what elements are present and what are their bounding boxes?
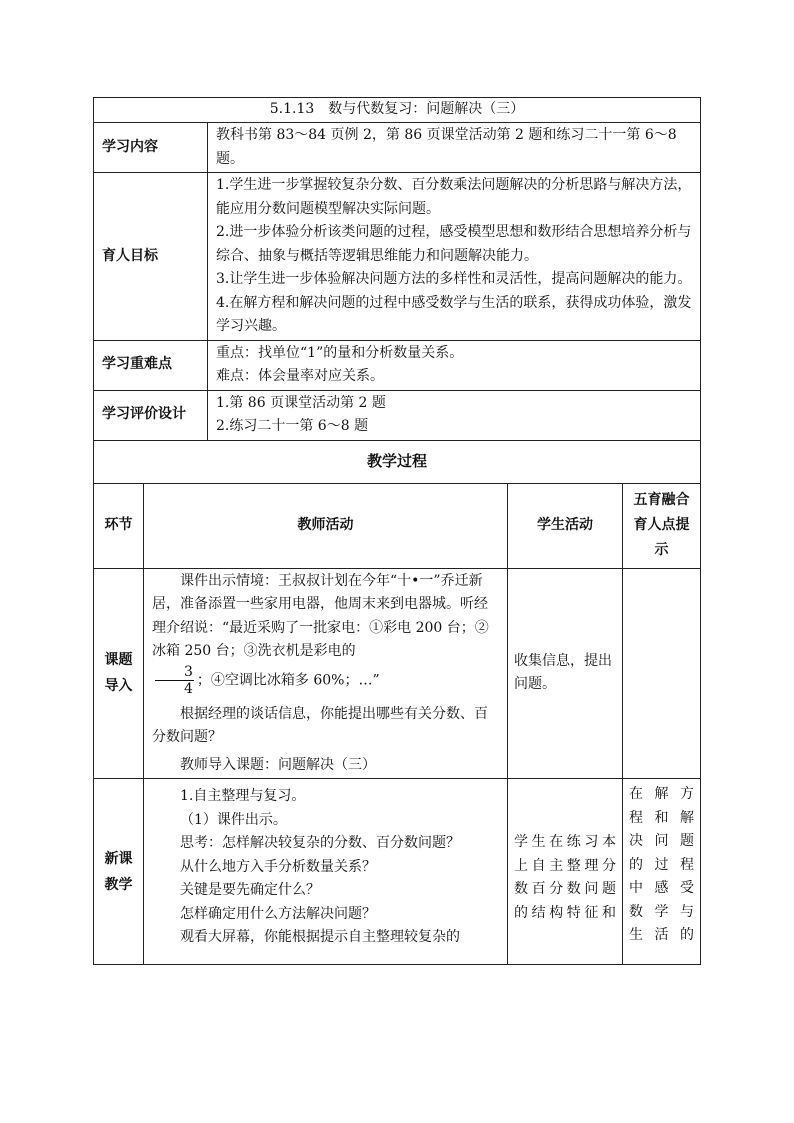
evaluation-item: 2.练习二十一第 6～8 题 [216, 418, 369, 434]
key-point: 重点：找单位“1”的量和分析数量关系。 [216, 344, 464, 361]
teacher-activity-new [144, 779, 508, 965]
teacher-line: 思考：怎样解决较复杂的分数、百分数问题？ [180, 835, 460, 851]
content-row [94, 123, 701, 173]
goal-item: 2.进一步体验分析该类问题的过程，感受模型思想和数形结合思想培养分析与综合、抽象与概括等逻辑思维能力和问题解决能力。 [216, 224, 692, 264]
fraction: $\frac{3}{4}$ [155, 664, 194, 697]
teacher-activity-intro [144, 568, 508, 779]
goal-item: 3.让学生进一步体验解决问题方法的多样性和灵活性，提高问题解决的能力。 [216, 271, 692, 287]
stage-new-lesson: 新课教学 [94, 779, 144, 965]
process-heading: 教学过程 [94, 440, 701, 483]
content-label: 学习内容 [94, 123, 208, 173]
hint-line: 数学与 [629, 903, 695, 920]
student-line: 的结构特征和 [514, 904, 616, 921]
evaluation-label: 学习评价设计 [94, 390, 208, 440]
student-line: 数百分数问题 [514, 881, 616, 897]
hint-line: 程和解 [629, 809, 695, 826]
process-header-row [94, 483, 701, 568]
teacher-line: 怎样确定用什么方法解决问题？ [180, 905, 376, 922]
hint-intro [623, 568, 701, 779]
hint-line: 在解方 [629, 786, 695, 802]
key-points-row [94, 340, 701, 390]
evaluation-text [208, 390, 701, 440]
title-row [94, 98, 701, 123]
key-points-text [208, 340, 701, 390]
evaluation-item: 1.第 86 页课堂活动第 2 题 [216, 394, 386, 411]
goal-item: 4.在解方程和解决问题的过程中感受数学与生活的联系，获得成功体验，激发学习兴趣。 [216, 294, 692, 334]
intro-row [94, 568, 701, 779]
teacher-line: 1.自主整理与复习。 [180, 788, 306, 804]
teacher-paragraph: 课件出示情境：王叔叔计划在今年“十•一”乔迁新居，准备添置一些家用电器，他周末来到电器城。听经理介绍说：“最近采购了一批家电：①彩电 200 台；②冰箱 250 台；③洗衣机是彩电的 $\frac{3}{4}$ ；④空调比冰箱多 60%；…” [152, 572, 489, 697]
content-text: 教科书第 83～84 页例 2，第 86 页课堂活动第 2 题和练习二十一第 6～8 题。 [208, 123, 701, 173]
process-heading-row [94, 440, 701, 483]
student-activity-intro: 收集信息，提出问题。 [508, 568, 623, 779]
teacher-paragraph: 根据经理的谈话信息，你能提出哪些有关分数、百分数问题？ [152, 705, 488, 745]
teacher-line: 关键是要先确定什么？ [180, 882, 320, 898]
stage-intro: 课题导入 [94, 568, 144, 779]
new-lesson-row [94, 779, 701, 965]
col-stage-header: 环节 [94, 483, 144, 568]
hint-line: 的过程 [629, 856, 695, 873]
col-teacher-header: 教师活动 [144, 483, 508, 568]
goals-text [208, 173, 701, 341]
lesson-plan-document [93, 97, 700, 965]
goal-item: 1.学生进一步掌握较复杂分数、百分数乘法问题解决的分析思路与解决方法，能应用分数问题模型解决实际问题。 [216, 177, 692, 217]
student-line: 学生在练习本 [514, 834, 616, 850]
teacher-paragraph: 教师导入课题：问题解决（三） [180, 756, 376, 773]
key-points-label: 学习重难点 [94, 340, 208, 390]
lesson-plan-table [93, 97, 701, 965]
hint-line: 中感受 [629, 880, 695, 896]
hint-new-lesson [623, 779, 701, 965]
teacher-line: （1）课件出示。 [180, 811, 287, 828]
teacher-line: 从什么地方入手分析数量关系？ [180, 858, 376, 875]
col-student-header: 学生活动 [508, 483, 623, 568]
hint-line: 生活的 [629, 927, 695, 943]
lesson-title: 5.1.13 数与代数复习：问题解决（三） [94, 98, 701, 123]
teacher-line: 观看大屏幕，你能根据提示自主整理较复杂的 [180, 929, 460, 945]
goals-row [94, 173, 701, 341]
evaluation-row [94, 390, 701, 440]
goals-label: 育人目标 [94, 173, 208, 341]
hint-line: 决问题 [629, 833, 695, 849]
col-hint-header: 五育融合育人点提示 [623, 483, 701, 568]
student-activity-new [508, 779, 623, 965]
key-point: 难点：体会量率对应关系。 [216, 368, 384, 384]
student-line: 上自主整理分 [514, 857, 616, 874]
